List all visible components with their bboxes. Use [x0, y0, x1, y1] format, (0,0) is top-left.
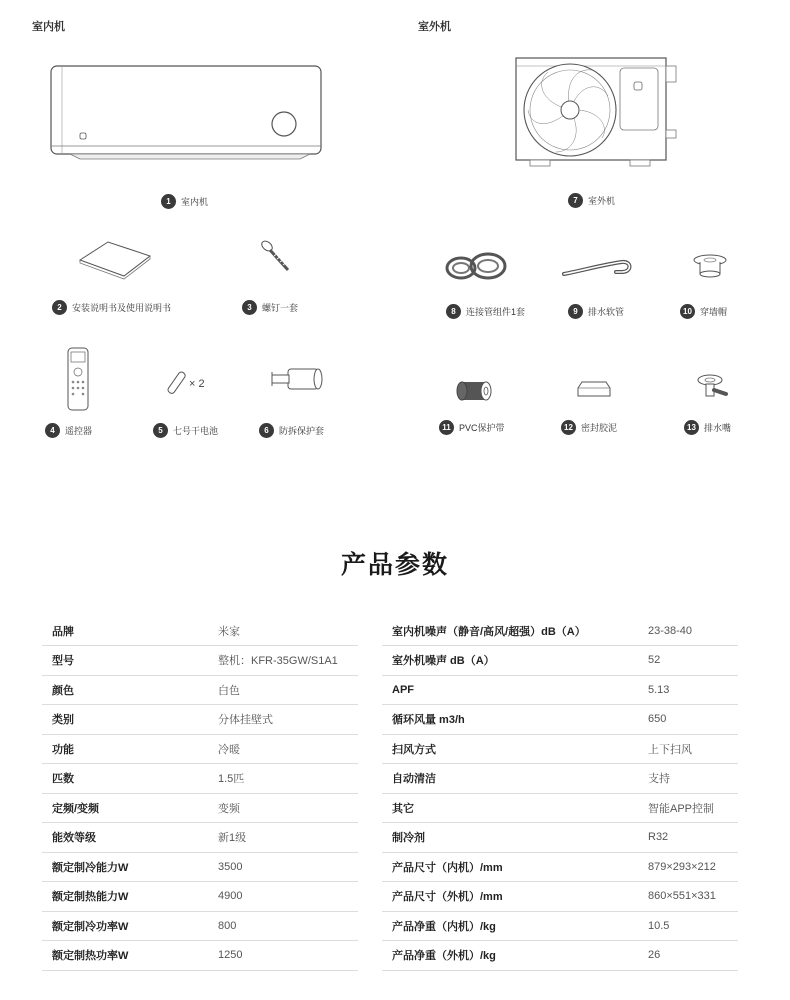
spec-value: 26	[648, 949, 661, 961]
item-caption-3	[242, 300, 298, 315]
item-number-badge: 1	[161, 194, 176, 209]
spec-value: 1250	[218, 949, 243, 961]
item-label: 排水软管	[588, 307, 625, 317]
item-caption-10	[680, 304, 727, 319]
item-number-badge: 9	[568, 304, 583, 319]
drain-nozzle-icon	[694, 370, 734, 402]
spec-row	[42, 823, 358, 853]
spec-row	[382, 616, 738, 646]
spec-key: 自动清洁	[392, 773, 436, 785]
spec-value: 米家	[218, 625, 240, 638]
item-number-badge: 6	[259, 423, 274, 438]
indoor-unit-icon	[48, 62, 324, 162]
spec-value: 分体挂壁式	[218, 714, 273, 726]
item-label: 安装说明书及使用说明书	[72, 303, 172, 313]
item-caption-9	[568, 304, 624, 319]
item-caption-1	[161, 194, 208, 209]
spec-value: 变频	[218, 802, 240, 815]
item-number-badge: 10	[680, 304, 695, 319]
item-caption-13	[684, 420, 731, 435]
item-label: 排水嘴	[704, 423, 732, 433]
spec-value: R32	[648, 831, 669, 843]
item-label: 七号干电池	[173, 426, 219, 436]
spec-key: 能效等级	[52, 832, 96, 844]
spec-row	[382, 852, 738, 882]
spec-key: 其它	[392, 802, 414, 815]
battery-quantity: × 2	[189, 378, 205, 390]
spec-value: 879×293×212	[648, 860, 716, 873]
spec-row	[382, 675, 738, 705]
item-number-badge: 11	[439, 420, 454, 435]
spec-row	[42, 911, 358, 941]
spec-row	[42, 734, 358, 764]
item-caption-11	[439, 420, 505, 435]
item-label: 室内机	[181, 197, 209, 207]
item-caption-8	[446, 304, 525, 319]
item-label: 穿墙帽	[700, 307, 728, 317]
spec-key: 循环风量 m3/h	[392, 714, 465, 726]
spec-key: 产品尺寸（外机）/mm	[392, 891, 503, 903]
spec-key: 功能	[52, 743, 74, 756]
spec-value: 52	[648, 654, 661, 666]
spec-value: 23-38-40	[648, 624, 693, 637]
spec-value: 白色	[218, 684, 240, 697]
spec-value: 整机：KFR-35GW/S1A1	[218, 655, 338, 667]
spec-value: 800	[218, 919, 237, 932]
spec-key: 额定制热功率W	[52, 950, 129, 962]
item-caption-12	[561, 420, 617, 435]
pipe-coil-icon	[444, 250, 510, 284]
manual-icon	[78, 240, 154, 280]
spec-key: 额定制冷功率W	[52, 920, 129, 933]
battery-icon	[165, 370, 189, 396]
spec-key: 室内机噪声（静音/高风/超强）dB（A）	[392, 625, 586, 638]
spec-value: 冷暖	[218, 743, 240, 756]
spec-row	[382, 941, 738, 971]
spec-value: 支持	[648, 773, 670, 785]
spec-row	[382, 911, 738, 941]
item-caption-2	[52, 300, 171, 315]
spec-value: 智能APP控制	[648, 802, 715, 815]
spec-key: 扫风方式	[392, 743, 436, 756]
spec-key: 型号	[52, 655, 74, 667]
spec-row	[42, 852, 358, 882]
spec-key: 室外机噪声 dB（A）	[392, 655, 495, 667]
spec-value: 860×551×331	[648, 890, 716, 902]
spec-row	[42, 793, 358, 823]
drain-hose-icon	[560, 256, 634, 278]
spec-key: APF	[392, 683, 414, 696]
outdoor-section-label: 室外机	[418, 21, 451, 33]
item-number-badge: 13	[684, 420, 699, 435]
spec-row	[42, 646, 358, 676]
item-number-badge: 2	[52, 300, 67, 315]
spec-key: 产品净重（内机）/kg	[392, 920, 496, 933]
item-caption-5	[153, 423, 218, 438]
item-label: 遥控器	[65, 426, 93, 436]
spec-row	[382, 764, 738, 794]
spec-value: 650	[648, 713, 667, 725]
remote-icon	[66, 346, 90, 412]
protective-sleeve-icon	[268, 364, 324, 394]
spec-key: 额定制冷能力W	[52, 861, 129, 874]
spec-row	[382, 882, 738, 912]
item-caption-6	[259, 423, 324, 438]
spec-key: 制冷剂	[392, 832, 425, 844]
spec-key: 匹数	[52, 773, 74, 785]
item-label: 螺钉一套	[262, 303, 299, 313]
spec-row	[42, 616, 358, 646]
spec-key: 定频/变频	[52, 802, 100, 815]
spec-value: 上下扫风	[648, 743, 692, 756]
item-number-badge: 12	[561, 420, 576, 435]
spec-key: 品牌	[52, 625, 74, 638]
spec-value: 10.5	[648, 919, 670, 932]
spec-row	[42, 675, 358, 705]
item-number-badge: 7	[568, 193, 583, 208]
item-number-badge: 5	[153, 423, 168, 438]
spec-row	[382, 793, 738, 823]
spec-key: 产品尺寸（内机）/mm	[392, 861, 503, 874]
screw-icon	[258, 238, 294, 274]
sealant-icon	[576, 376, 612, 400]
item-label: PVC保护带	[459, 423, 505, 433]
spec-row	[42, 764, 358, 794]
spec-row	[42, 705, 358, 735]
spec-row	[382, 646, 738, 676]
item-caption-4	[45, 423, 92, 438]
item-caption-7	[568, 193, 615, 208]
indoor-section-label: 室内机	[32, 21, 65, 33]
spec-row	[382, 705, 738, 735]
item-number-badge: 3	[242, 300, 257, 315]
spec-key: 额定制热能力W	[52, 891, 129, 903]
spec-value: 4900	[218, 890, 243, 902]
item-number-badge: 8	[446, 304, 461, 319]
item-label: 室外机	[588, 196, 616, 206]
item-label: 密封胶泥	[581, 423, 618, 433]
spec-value: 新1级	[218, 832, 247, 844]
item-number-badge: 4	[45, 423, 60, 438]
spec-value: 1.5匹	[218, 773, 245, 785]
spec-key: 类别	[52, 714, 74, 726]
spec-key: 产品净重（外机）/kg	[392, 950, 496, 962]
spec-value: 5.13	[648, 683, 670, 696]
spec-row	[42, 941, 358, 971]
tape-roll-icon	[456, 374, 496, 404]
item-label: 防拆保护套	[279, 426, 325, 436]
outdoor-unit-icon	[510, 52, 685, 170]
spec-key: 颜色	[52, 684, 74, 697]
spec-row	[382, 734, 738, 764]
spec-row	[382, 823, 738, 853]
wall-cap-icon	[692, 252, 728, 280]
specs-title: 产品参数	[340, 551, 449, 579]
spec-value: 3500	[218, 860, 243, 873]
spec-row	[42, 882, 358, 912]
item-label: 连接管组件1套	[466, 307, 526, 317]
